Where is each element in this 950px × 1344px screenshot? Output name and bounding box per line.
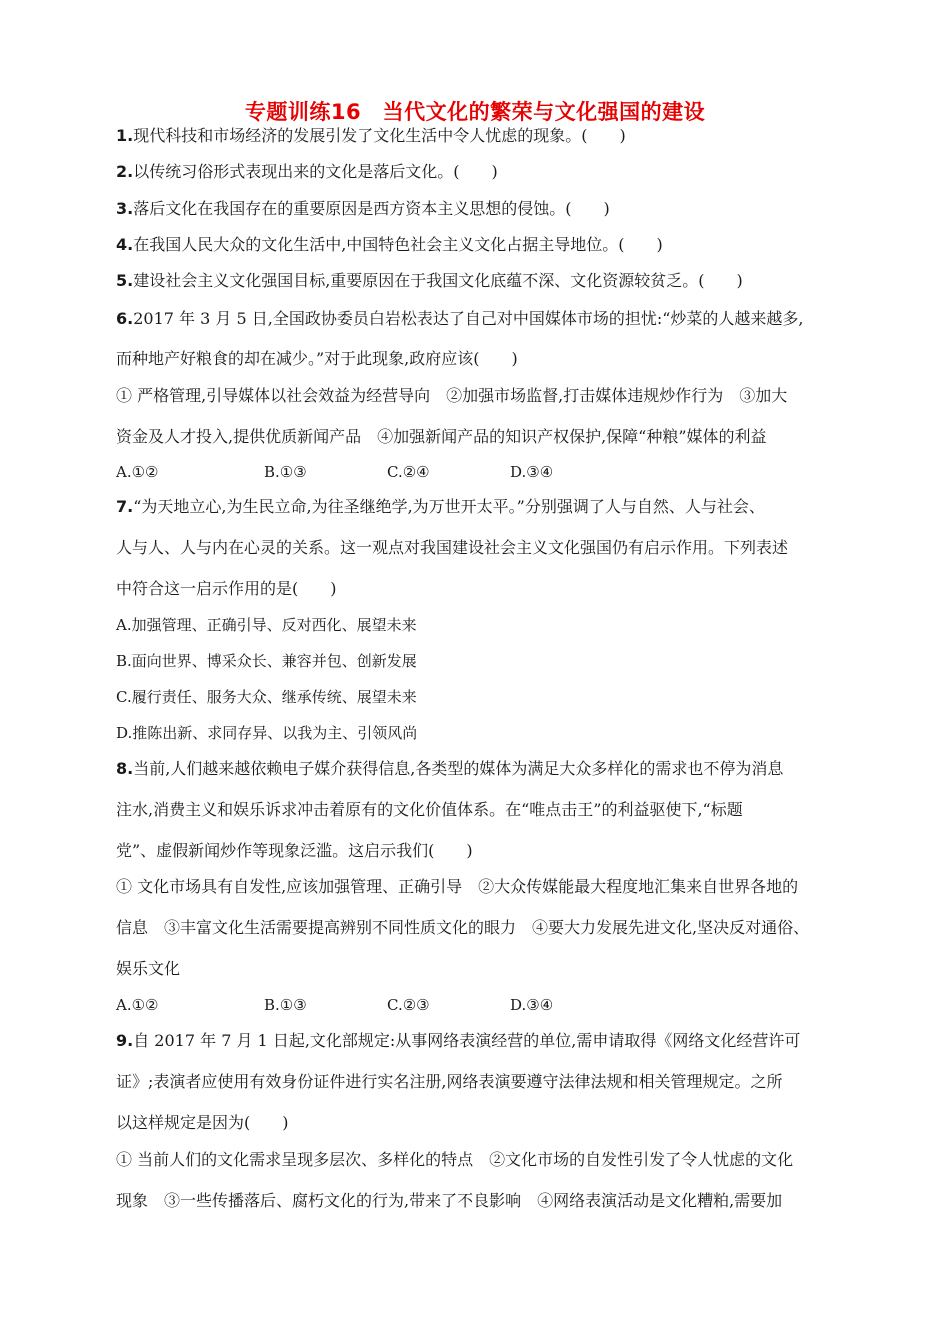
question-7-line: 人与人、人与内在心灵的关系。这一观点对我国建设社会主义文化强国仍有启示作用。下列表述 [116,538,789,557]
question-number: 1. [116,126,134,145]
option-d: D.③④ [510,996,554,1014]
option-a: A.加强管理、正确引导、反对西化、展望未来 [116,616,417,634]
question-number: 3. [116,199,134,218]
question-text: 当前,人们越来越依赖电子媒介获得信息,各类型的媒体为满足大众多样化的需求也不停为消息 [133,759,784,778]
question-9-statements: 现象 ③一些传播落后、腐朽文化的行为,带来了不良影响 ④网络表演活动是文化糟粕,需要加 [116,1191,783,1210]
question-4 [116,235,663,255]
question-number: 2. [116,162,134,181]
question-8-line: 党”、虚假新闻炒作等现象泛滥。这启示我们( ) [116,841,473,860]
question-9-line [116,1031,800,1051]
option-b: B.面向世界、博采众长、兼容并包、创新发展 [116,652,417,670]
question-text: 现代科技和市场经济的发展引发了文化生活中令人忧虑的现象。( ) [133,126,626,145]
question-number: 6. [116,309,134,328]
option-a: A.①② [116,463,159,481]
question-text: 2017 年 3 月 5 日,全国政协委员白岩松表达了自己对中国媒体市场的担忧:“炒菜的人越来越多, [133,309,804,328]
question-6-statements: ① 严格管理,引导媒体以社会效益为经营导向 ②加强市场监督,打击媒体违规炒作行为 ③加大 [116,386,788,405]
question-text: 自 2017 年 7 月 1 日起,文化部规定:从事网络表演经营的单位,需申请取得《网络文化经营许可 [133,1031,801,1050]
option-c: C.②③ [387,996,430,1014]
question-8-statements: 娱乐文化 [116,959,181,978]
question-6-line: 而种地产好粮食的却在减少。”对于此现象,政府应该( ) [116,349,518,368]
question-number: 8. [116,759,134,778]
question-8-statements: 信息 ③丰富文化生活需要提高辨别不同性质文化的眼力 ④要大力发展先进文化,坚决反对通俗、 [116,918,810,937]
question-8-line: 注水,消费主义和娱乐诉求冲击着原有的文化价值体系。在“唯点击王”的利益驱使下,“标题 [116,800,743,819]
question-6-statements: 资金及人才投入,提供优质新闻产品 ④加强新闻产品的知识产权保护,保障“种粮”媒体的利益 [116,427,767,446]
option-c: C.②④ [387,463,430,481]
question-7-line [116,497,765,517]
option-d: D.③④ [510,463,554,481]
question-text: 在我国人民大众的文化生活中,中国特色社会主义文化占据主导地位。( ) [133,235,663,254]
question-9-line: 以这样规定是因为( ) [116,1113,289,1132]
question-1 [116,126,626,146]
question-number: 4. [116,235,134,254]
question-6-line [116,309,803,329]
question-8-statements: ① 文化市场具有自发性,应该加强管理、正确引导 ②大众传媒能最大程度地汇集来自世界各地的 [116,877,799,896]
option-b: B.①③ [264,996,307,1014]
option-d: D.推陈出新、求同存异、以我为主、引领风尚 [116,724,418,742]
option-c: C.履行责任、服务大众、继承传统、展望未来 [116,688,417,706]
question-8-line [116,759,783,779]
question-number: 9. [116,1031,134,1050]
question-text: 以传统习俗形式表现出来的文化是落后文化。( ) [133,162,498,181]
option-b: B.①③ [264,463,307,481]
question-text: 落后文化在我国存在的重要原因是西方资本主义思想的侵蚀。( ) [133,199,610,218]
question-text: 建设社会主义文化强国目标,重要原因在于我国文化底蕴不深、文化资源较贫乏。( ) [133,271,743,290]
question-number: 5. [116,271,134,290]
question-5 [116,271,743,291]
question-number: 7. [116,497,134,516]
question-7-line: 中符合这一启示作用的是( ) [116,579,337,598]
page-title: 专题训练16 当代文化的繁荣与文化强国的建设 [244,100,706,124]
question-3 [116,199,610,219]
question-2 [116,162,498,182]
question-text: “为天地立心,为生民立命,为往圣继绝学,为万世开太平。”分别强调了人与自然、人与社会、 [133,497,765,516]
option-a: A.①② [116,996,159,1014]
question-9-line: 证》;表演者应使用有效身份证件进行实名注册,网络表演要遵守法律法规和相关管理规定。之所 [116,1072,783,1091]
question-9-statements: ① 当前人们的文化需求呈现多层次、多样化的特点 ②文化市场的自发性引发了令人忧虑的文化 [116,1150,794,1169]
